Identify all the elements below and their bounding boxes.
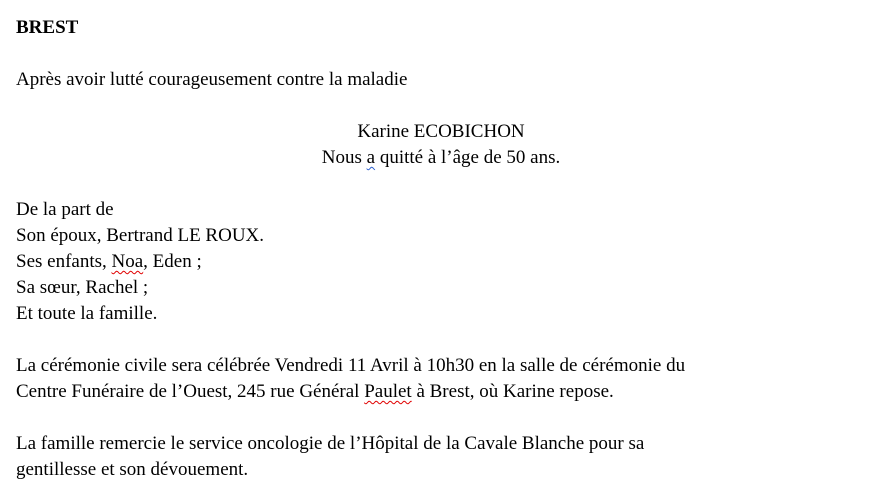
ceremony-block <box>16 353 866 405</box>
intro-line: Après avoir lutté courageusement contre la maladie <box>16 69 408 90</box>
blank-line <box>16 93 866 119</box>
blank-line <box>16 41 866 67</box>
ceremony-line-2 <box>16 379 866 405</box>
family-intro: De la part de <box>16 199 114 220</box>
document-title: BREST <box>16 17 79 38</box>
thanks-line-1: La famille remercie le service oncologie de l’Hôpital de la Cavale Blanche pour sa <box>16 433 645 454</box>
blank-line <box>16 405 866 431</box>
age-line-start: Nous <box>321 147 367 168</box>
deceased-name: Karine ECOBICHON <box>357 121 525 142</box>
children-start: Ses enfants, <box>16 251 112 272</box>
document-page <box>16 15 866 483</box>
ceremony-line-1: La cérémonie civile sera célébrée Vendredi 11 Avril à 10h30 en la salle de cérémonie du <box>16 355 686 376</box>
family-children <box>16 249 866 275</box>
spelling-flagged-word[interactable]: Noa <box>111 251 144 272</box>
spelling-flagged-word[interactable]: Paulet <box>364 381 412 402</box>
ceremony-line-2-end: à Brest, où Karine repose. <box>411 381 614 402</box>
blank-line <box>16 327 866 353</box>
ceremony-line-2-start: Centre Funéraire de l’Ouest, 245 rue Général <box>16 381 365 402</box>
family-spouse: Son époux, Bertrand LE ROUX. <box>16 225 265 246</box>
family-sister: Sa sœur, Rachel ; <box>16 277 149 298</box>
grammar-flagged-word[interactable]: a <box>366 147 376 168</box>
age-line-end: quitté à l’âge de 50 ans. <box>375 147 561 168</box>
thanks-line-2: gentillesse et son dévouement. <box>16 459 249 480</box>
family-all: Et toute la famille. <box>16 303 158 324</box>
age-line <box>16 145 866 171</box>
thanks-block <box>16 431 866 483</box>
family-block <box>16 197 866 327</box>
children-end: , Eden ; <box>143 251 202 272</box>
announcement-block <box>16 119 866 171</box>
blank-line <box>16 171 866 197</box>
